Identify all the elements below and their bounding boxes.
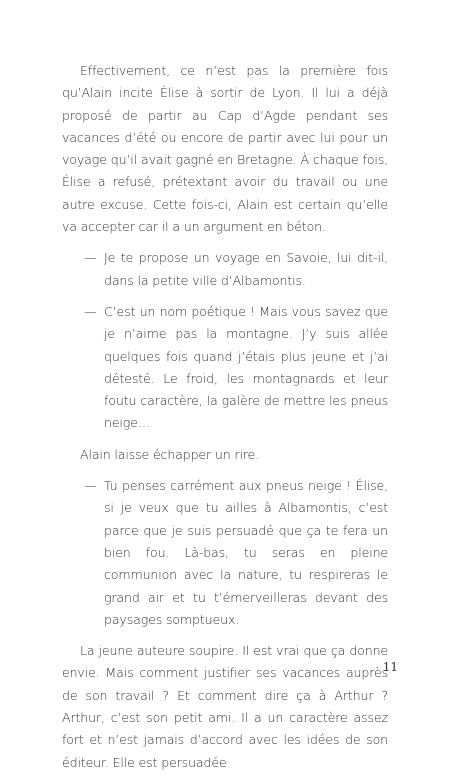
dialogue-line-3 (62, 475, 388, 631)
paragraph-narration-3: La jeune auteure soupire. Il est vrai que ça donne envie. Mais comment justifier ses vacances auprès de son travail ? Et comment dire ça à Arthur ? Arthur, c’est son petit ami. Il a un caractère assez fort et n’est jamais d’accord avec les idées de son éditeur. Elle est persuadée (62, 643, 388, 770)
dialogue-text: Je te propose un voyage en Savoie, lui dit-il, dans la petite ville d’Albamontis. (104, 250, 388, 288)
dialogue-text: Tu penses carrément aux pneus neige ! Élise, si je veux que tu ailles à Albamontis, c’est parce que je suis persuadé que ça te fera un bien fou. Là-bas, tu seras en pleine communion avec la nature, tu respireras le grand air et tu t’émerveilleras devant des paysages somptueux. (104, 478, 388, 627)
paragraph-narration-1: Effectivement, ce n’est pas la première fois qu’Alain incite Élise à sortir de Lyon. Il lui a déjà proposé de partir au Cap d’Agde pendant ses vacances d’été ou encore de partir avec lui pour un voyage qu’il avait gagné en Bretagne. À chaque fois, Élise a refusé, prétextant avoir du travail ou une autre excuse. Cette fois-ci, Alain est certain qu’elle va accepter car il a un argument en béton. (62, 63, 388, 235)
dialogue-dash: — (84, 250, 97, 266)
dialogue-line-1 (62, 247, 388, 292)
paragraph-narration-2: Alain laisse échapper un rire. (80, 446, 259, 462)
dialogue-dash: — (84, 303, 97, 319)
page-body (62, 60, 388, 783)
dialogue-line-2 (62, 301, 388, 435)
page-number: 11 (382, 660, 398, 674)
dialogue-text: C’est un nom poétique ! Mais vous savez que je n’aime pas la montagne. J’y suis allée quelques fois quand j’étais plus jeune et j’ai détesté. Le froid, les montagnards et leur foutu caractère, la galère de mettre les pneus neige… (104, 303, 388, 431)
dialogue-dash: — (84, 478, 97, 494)
